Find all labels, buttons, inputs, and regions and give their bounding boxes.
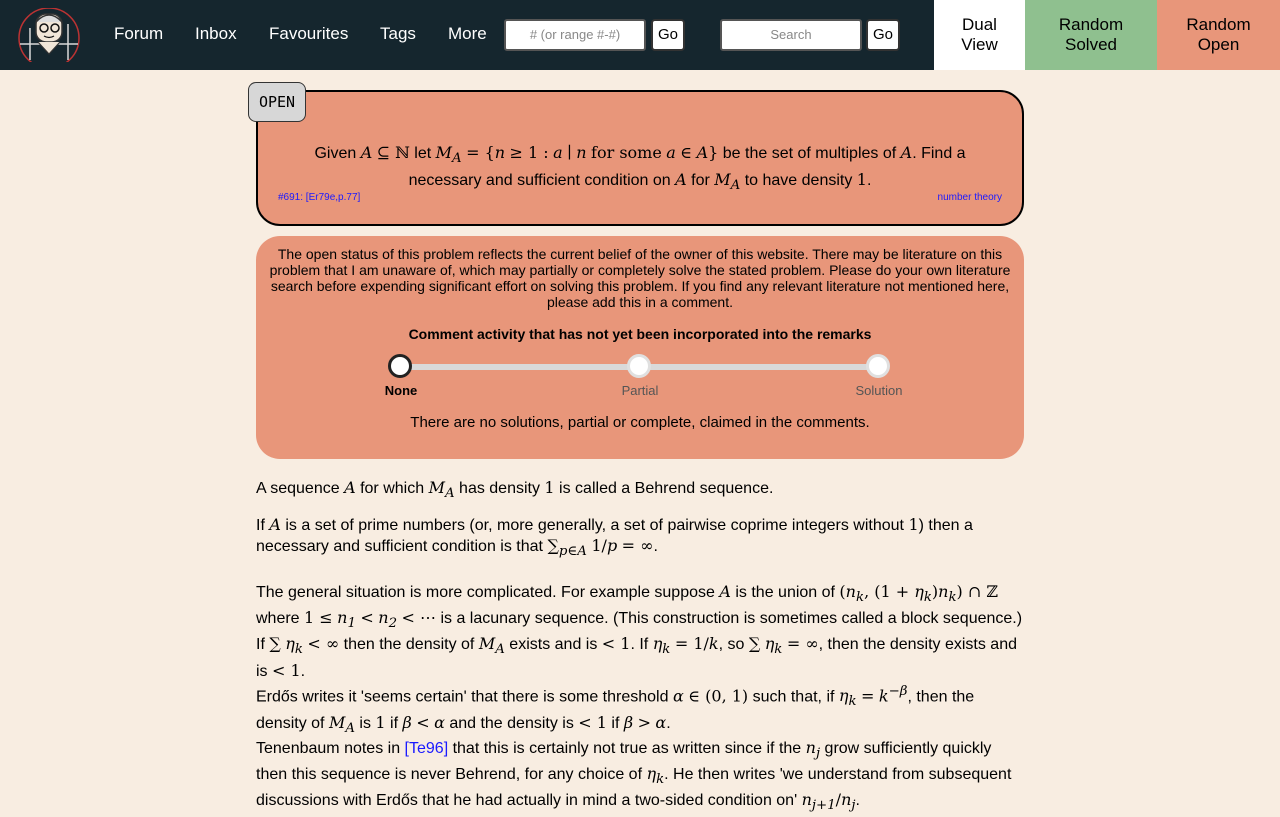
dual-view-label-1: Dual <box>962 15 997 34</box>
nav-tags[interactable]: Tags <box>380 24 416 43</box>
remark-paragraph-4: Erdős writes it 'seems certain' that there is some threshold α ∈ (0, 1) such that, if $\eta_k = k^{-\beta}$, then the density of $M_A$ is 1 if β < α and the density is < 1 if β > α. <box>256 684 975 736</box>
activity-label-solution: Solution <box>855 383 903 398</box>
activity-knob-none[interactable] <box>388 354 412 378</box>
search-go-button[interactable]: Go <box>866 19 900 51</box>
random-open-label-1: Random <box>1186 15 1251 34</box>
random-solved-label-1: Random <box>1058 15 1124 34</box>
comment-activity-title: Comment activity that has not yet been incorporated into the remarks <box>408 326 872 342</box>
nav-forum[interactable]: Forum <box>114 24 164 43</box>
remark-paragraph-2: If A is a set of prime numbers (or, more generally, a set of pairwise coprime integers without 1) then a necessary and sufficient condition is that $\sum_{p\in A}$ 1/p = ∞. <box>256 515 973 560</box>
problem-tag-link[interactable]: number theory <box>937 192 1002 203</box>
activity-label-none: None <box>384 383 418 398</box>
site-logo[interactable] <box>14 8 84 62</box>
nav-inbox[interactable]: Inbox <box>195 24 237 43</box>
top-nav <box>0 0 1280 70</box>
remark-paragraph-5: Tenenbaum notes in [Te96] that this is certainly not true as written since if the $n_j$ grow sufficiently quickly then this sequence is never Behrend, for any choice of $\eta_k$. He then writes 'we understand from subsequent discussions with Erdős that he had actually in mind a two-sided condition on' $n_{j+1}/n_j$. <box>256 738 1012 814</box>
remark-paragraph-3: The general situation is more complicated. For example suppose A is the union of ($n_k$, $(1 + \eta_k)n_k$) ∩ ℤ where $1 \le n_1 < n_2$ < ⋯ is a lacunary sequence. (This construction is sometimes called a block sequence.) If ∑ $\eta_k$ < ∞ then the density of $M_A$ exists and is < 1. If $\eta_k = 1/k$, so ∑ $\eta_k$ = ∞, then the density exists and is < 1. <box>256 582 1023 680</box>
activity-knob-partial[interactable] <box>627 354 651 378</box>
search-input[interactable]: Search <box>720 19 862 51</box>
random-open-button[interactable] <box>1157 0 1280 70</box>
problem-statement: Given A ⊆ ℕ let $M_A = \{n \ge 1$ : a ∣ n for some a ∈ A} be the set of multiples of A. Find a necessary and sufficient condition on A for $M_A$ to have density 1. <box>314 143 966 194</box>
nav-more[interactable]: More <box>448 24 487 43</box>
problem-reference-link[interactable]: #691: [Er79e,p.77] <box>278 192 361 203</box>
random-solved-button[interactable] <box>1025 0 1157 70</box>
dual-view-label-2: View <box>961 35 998 54</box>
random-solved-label-2: Solved <box>1065 35 1117 54</box>
remark-paragraph-1: A sequence A for which $M_A$ has density 1 is called a Behrend sequence. <box>256 478 774 502</box>
problem-number-input[interactable]: # (or range #-#) <box>504 19 646 51</box>
status-badge: OPEN <box>248 82 306 122</box>
activity-knob-solution[interactable] <box>866 354 890 378</box>
nav-favourites[interactable]: Favourites <box>269 24 349 43</box>
random-open-label-2: Open <box>1197 35 1240 54</box>
open-status-disclaimer: The open status of this problem reflects the current belief of the owner of this website. There may be literature on this problem that I am unaware of, which may partially or completely solve the stated problem. Please do your own literature search before expending significant effort on solving this problem. If you find any relevant literature not mentioned here, please add this in a comment. <box>269 246 1011 310</box>
activity-label-partial: Partial <box>621 383 659 398</box>
number-go-button[interactable]: Go <box>651 19 685 51</box>
dual-view-button[interactable] <box>934 0 1025 70</box>
te96-link[interactable]: [Te96] <box>404 740 449 757</box>
comment-activity-message: There are no solutions, partial or complete, claimed in the comments. <box>410 414 870 431</box>
